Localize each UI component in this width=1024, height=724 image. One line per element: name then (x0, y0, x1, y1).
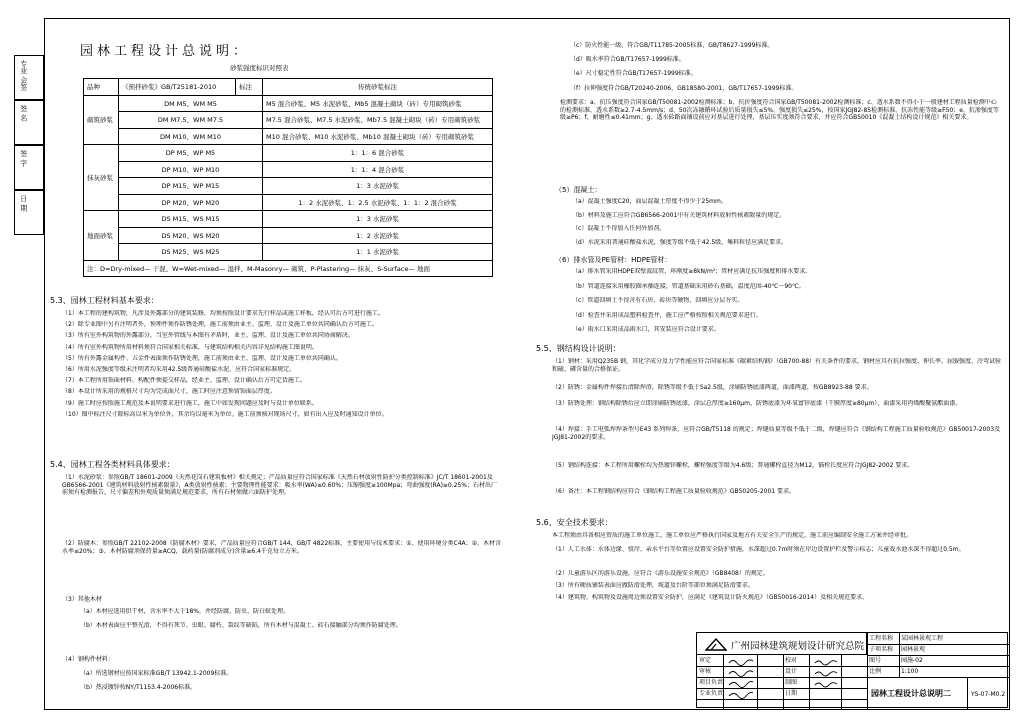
table-row (84, 145, 493, 162)
table-row (84, 194, 493, 211)
signature-scribble (727, 657, 755, 699)
list-item: （10）图中标注尺寸除标高以米为单位外，其余均以毫米为单位。施工前须核对现场尺寸，如有出入应及时通知设计单位。 (62, 410, 388, 418)
table-row (84, 95, 493, 112)
page-title: 园林工程设计总说明： (80, 44, 251, 59)
table-cell: M5 混合砂浆、M5 水泥砂浆、Mb5 混凝土砌块（砖）专用砌筑砂浆 (263, 95, 493, 112)
section-heading: （5）混凝土： (555, 186, 602, 194)
left-strip-box-4 (14, 190, 44, 235)
paragraph: 检测要求：a、抗压强度符合国家GB/T50081-2002检测标准；b、抗折强度符合国家GB/T50081-2002检测标准；c、透水系数不得小于一般建材工程质量检测中心的检测标准，透水系数≥2.7-4.5mm/s；d、50次冻融循环试验后质量损失≤5%，强度损失≤25%，按国家JGJ82-85检测标准，抗冻性能等级≥F50；e、抗渗强度等级≥P6；f、耐磨性≤0.41mm；g、透水砖路面铺设前应对基层进行处理，基层压实度须符合要求，并应符合GB50010《混凝土结构设计规范》相关要求。 (560, 99, 999, 121)
paragraph: （2）防腐木：参照GB/T 22102-2008《防腐木材》要求，产品质量应符合GB/T 144，GB/T 4822标准，主要使用与技术要求：①、使用环境分类C4A；②、木材含水率≤20%；③、木材防腐剂保持量≥ACQ，载药量(防腐剂成分)含量≥6.4千克每立方米。 (62, 540, 502, 555)
table-cell: 1：2 水泥砂浆 (263, 227, 493, 244)
list-item: （3）所有硬质铺装表面应做防滑处理，坡道及台阶等部位须满足防滑要求。 (552, 582, 754, 589)
table-cell: DS M25、WS M25 (119, 244, 263, 261)
table-cell: 1：1：6 混合砂浆 (263, 145, 493, 162)
list-item: （5）所有外露金属构件、五金件表面须作防锈处理，施工前须由业主、监理、设计及施工单位共同确认。 (62, 354, 342, 362)
group-cell: 抹灰砂浆 (84, 145, 119, 211)
info-value: 园施-02 (901, 657, 923, 664)
table-row (84, 211, 493, 228)
table-row (84, 227, 493, 244)
info-label: 工程名称 (869, 635, 894, 642)
list-item: （2）防锈：金属构件焊接后清除焊渣，除锈等级不低于Sa2.5级，涂刷防锈底漆两道，面漆两道，按GB8923-88 要求。 (552, 384, 873, 391)
left-strip-box-2 (14, 100, 44, 145)
header-cell: 品种 (84, 79, 119, 96)
list-item: （4）焊接：手工电弧焊焊条型号E43 系列焊条，应符合GB/T5118 的规定；焊缝质量等级不低于二级，焊缝应符合《钢结构工程施工质量验收规范》GB50017-2003及JGJ81-2002的要求。 (552, 426, 1001, 441)
list-item: （6）所用水泥强度等级未注明者均采用42.5级普通硅酸盐水泥，应符合国家标准规定。 (62, 365, 296, 373)
grid-line (841, 655, 842, 709)
table-cell: 1：1：4 混合砂浆 (263, 161, 493, 178)
list-item: （a）混凝土强度C20，面层混凝土厚度不得少于25mm。 (572, 198, 727, 205)
section-5-5-list (552, 358, 1002, 504)
left-strip-label: 签 名 (19, 105, 28, 122)
table-header-row (84, 79, 493, 96)
info-value: 某园林景观工程 (901, 635, 944, 642)
list-item: （c）管道回填土不得含有石块、砖块等硬物，回填应分层夯实。 (572, 297, 744, 304)
list-item: （e）雨水口采用成品雨水口，其安装应符合设计要求。 (572, 326, 720, 333)
list-item: （c）混凝土不得加入任何外加剂。 (572, 225, 666, 232)
title-block (696, 632, 1008, 708)
role-label: 校对 (785, 657, 798, 664)
company-name (697, 633, 867, 655)
grid-line (867, 677, 1009, 678)
role-label: 审核 (699, 668, 712, 675)
list-item: （5）钢结构连接：本工程所用螺栓均为热镀锌螺栓，螺栓强度等级为4.6级；普通螺栓直径为M12，锚栓长度应符合JGJ82-2002 要求。 (552, 462, 914, 469)
drawing-name: 园林工程设计总说明二 (871, 689, 951, 698)
list-item: （d）检查井采用成品塑料检查井，施工应严格按照相关规范要求进行。 (572, 311, 762, 319)
header-cell: 《预拌砂浆》GB/T25181-2010 (119, 79, 236, 96)
left-strip-label: 专业 会签 (19, 60, 28, 91)
table-note-row (84, 260, 493, 277)
drawing-number: YS-07-M0.2 (971, 691, 1006, 698)
info-label: 子项名称 (869, 646, 894, 653)
list-item: （9）施工时应按照施工规范及本说明要求进行施工，施工中如发现问题应及时与设计单位联系。 (62, 399, 318, 407)
grid-line (867, 655, 1009, 656)
grid-line (757, 655, 758, 709)
table-cell: DP M5、WP M5 (119, 145, 263, 162)
group-cell: 地面砂浆 (84, 211, 119, 261)
table-cell: DM M10、WM M10 (119, 128, 263, 145)
section-5-6-list (552, 546, 1002, 618)
table-cell: DP M15、WP M15 (119, 178, 263, 195)
table-row (84, 161, 493, 178)
section-6-list (572, 268, 1002, 341)
signature-scribble (813, 657, 839, 699)
table-cell: 1：3 水泥砂浆 (263, 211, 493, 228)
list-item: （8）本设计所采用的规格尺寸均为完成面尺寸，施工时应注意预留饰面层厚度。 (62, 388, 276, 396)
role-label: 日期 (785, 690, 798, 697)
table-cell: M7.5 混合砂浆、M7.5 水泥砂浆、Mb7.5 混凝土砌块（砖）专用砌筑砂浆 (263, 112, 493, 129)
table-cell: DM M5、WM M5 (119, 95, 263, 112)
group-cell: 砌筑砂浆 (84, 95, 119, 145)
grid-line (783, 655, 784, 709)
paragraph: （4）钢构件材料： (62, 656, 114, 663)
company-logo-icon (705, 637, 727, 651)
table-row (84, 128, 493, 145)
table-caption: 砂浆强度标识对照表 (230, 64, 289, 72)
paragraph: （c）防火性能一级，符合GB/T11785-2005标准，GB/T8627-1999标准。 (570, 42, 774, 49)
table-cell: DP M20、WP M20 (119, 194, 263, 211)
paragraph: （b）木材表面应平整光滑，不得有死节、虫眼、腐朽、裂纹等缺陷，所有木材与混凝土、砖石接触部分均须作防腐处理。 (80, 622, 402, 629)
company-name-text: 广州园林建筑规划设计研究总院 (731, 641, 865, 652)
role-label: 设计 (785, 668, 798, 675)
list-item: （6）备注：本工程钢结构应符合《钢结构工程施工质量验收规范》GB50205-2001 要求。 (552, 488, 796, 495)
section-heading: 5.3、园林工程材料基本要求： (50, 296, 159, 305)
list-item: （7）本工程所用饰面材料、构配件须提交样品，经业主、监理、设计确认后方可定货施工。 (62, 377, 306, 385)
list-item: （1）钢材：采用Q235B 钢，其化学成分及力学性能应符合国家标准《碳素结构钢》（GB700-88）有关条件的要求，钢材应具有抗拉强度、伸长率、屈服强度、冷弯试验和硫、磷含量的合格保证。 (552, 358, 1002, 373)
grid-line (867, 644, 1009, 645)
table-cell: 1：1 水泥砂浆 (263, 244, 493, 261)
list-item: （b）管道连接采用橡胶圈承插连接，管道基础采用砂石基础，温度范围-40℃～90℃。 (572, 282, 805, 290)
left-strip-label: 签 字 (19, 150, 28, 167)
header-cell: 标注 (236, 79, 263, 96)
grid-line (867, 666, 1009, 667)
grid-line (723, 655, 724, 709)
left-strip-box-3 (14, 145, 44, 190)
info-label: 图号 (869, 657, 882, 664)
table-cell: M10 混合砂浆、M10 水泥砂浆、Mb10 混凝土砌块（砖）专用砌筑砂浆 (263, 128, 493, 145)
list-item: （2）除专业图中另有注明者外，预埋件须作防锈处理，施工前须由业主、监理、设计及施工单位共同确认后方可施工。 (62, 321, 378, 329)
paragraph: （1）水泥砂浆：参照GB/T 18601-2009《天然花岗石建筑板材》相关规定；产品质量应符合国家标准《天然石材放射性防护分类控制标准》JC/T 18601-2001及GB6566-2001《建筑材料放射性核素限量》，A类放射性核素；主要物理性能要求：吸水率(WA)≤0.60%；压缩强度≥100Mpa；弯曲强度(RA)≥0.25%；石材出厂前须有检测报告，尺寸偏差和外观质量须满足规范要求，所有石材须做六面防护处理。 (62, 474, 497, 496)
table-cell: 1：2 水泥砂浆、1：2.5 水泥砂浆、1：1：2 混合砂浆 (263, 194, 493, 211)
section-5-3-list (62, 310, 502, 422)
info-value: 园林景观 (901, 646, 926, 653)
table-row (84, 112, 493, 129)
grid-line (809, 655, 810, 709)
list-item: （a）排水管采用HDPE双壁波纹管，环刚度≥8kN/m²；管材应满足抗压强度和排水要求。 (572, 268, 812, 275)
signature-grid (697, 655, 867, 709)
paragraph: （a）木材应选用烘干材，含水率不大于18%，并经防腐、防虫、防白蚁处理。 (80, 608, 290, 615)
header-cell: 传统砂浆标注 (263, 79, 493, 96)
mortar-table (83, 78, 493, 277)
section-heading: 5.5、钢结构设计说明： (536, 344, 621, 353)
table-cell: DM M7.5、WM M7.5 (119, 112, 263, 129)
section-heading: 5.6、安全技术要求： (536, 518, 613, 527)
list-item: （3）所有室外构筑物的外露部分，当室外管线与本图有矛盾时，业主、监理、设计及施工单位共同协商解决。 (62, 332, 354, 340)
paragraph: 本工程须由具备相应资质的施工单位施工，施工单位应严格执行国家及地方有关安全生产的规定，施工前应编制安全施工方案并经审批。 (552, 532, 913, 539)
info-label: 比例 (869, 668, 882, 675)
list-item: （1）本工程的建构筑物，凡涉及外露部分的建筑装修，均须按照设计要求先行样品或施工样板，经认可后方可进行施工。 (62, 310, 384, 317)
list-item: （4）建筑物、构筑物及设施周边须设置安全防护，应满足《建筑设计防火规范》（GB50016-2014）及相关规范要求。 (552, 594, 869, 601)
paragraph: （b）热浸镀锌按NY/T1153.4-2006标准。 (80, 684, 197, 691)
paragraph: （3）其他木材 (62, 596, 102, 603)
list-item: （1）人工水体：水体边缘、驳岸、亲水平台等位置应设置安全防护措施，水深超过0.7m时须在岸边设置护栏及警示标志；儿童戏水池水深不得超过0.5m。 (552, 546, 965, 553)
paragraph: （e）尺寸稳定性符合GB/T17657-1999标准。 (570, 70, 697, 77)
role-label: 审定 (699, 657, 712, 664)
paragraph: （f）拉伸强度符合GB/T20240-2006，GB18580-2001，GB/T17657-1999标准。 (570, 85, 798, 92)
grid-line (899, 633, 900, 677)
list-item: （4）所有室外构筑物所用材料须符合国家相关标准，与建筑结构相关内容详见结构施工图说明。 (62, 343, 318, 351)
list-item: （b）材料及施工应符合GB6566-2001中有关建筑材料放射性核素限量的规定。 (572, 211, 786, 219)
role-label: 制图 (785, 679, 798, 686)
role-label: 专业负责 (699, 690, 724, 697)
table-row (84, 244, 493, 261)
left-strip-box-1 (14, 55, 44, 100)
table-row (84, 178, 493, 195)
section-5-list (572, 198, 1002, 252)
left-strip-label: 日 期 (19, 195, 28, 212)
list-item: （d）水泥采用普通硅酸盐水泥，强度等级不低于42.5级，集料粒径应满足要求。 (572, 238, 788, 246)
grid-line (967, 677, 968, 709)
title-block-info (867, 633, 1009, 709)
role-label: 项目负责 (699, 679, 724, 686)
table-cell: 1：3 水泥砂浆 (263, 178, 493, 195)
paragraph: （a）所选钢材应按国家标准GB/T 13942.1-2009标准。 (80, 670, 233, 677)
section-heading: 5.4、园林工程各类材料具体要求： (50, 460, 175, 469)
list-item: （2）儿童游乐区的游乐设施，应符合《游乐设施安全规范》（GB8408）的规定。 (552, 570, 769, 577)
section-heading: （6）排水管及PE管材：HDPE管材： (555, 256, 672, 264)
paragraph: （d）吸水率符合GB/T17657-1999标准。 (570, 56, 685, 63)
table-note: 注：D=Dry-mixed— 干混、W=Wet-mixed— 湿拌、M-Masonry— 砌筑、P-Plastering— 抹灰、S-Surface— 地面 (84, 260, 493, 277)
list-item: （3）防锈处理：钢结构除锈后应立即涂刷防锈底漆，涂层总厚度≥160μm，防锈底漆为环氧富锌底漆（干膜厚度≥80μm），面漆采用丙烯酸聚氨酯面漆。 (552, 400, 962, 407)
table-cell: DS M20、WS M20 (119, 227, 263, 244)
table-cell: DS M15、WS M15 (119, 211, 263, 228)
info-value: 1:100 (901, 668, 919, 675)
table-cell: DP M10、WP M10 (119, 161, 263, 178)
